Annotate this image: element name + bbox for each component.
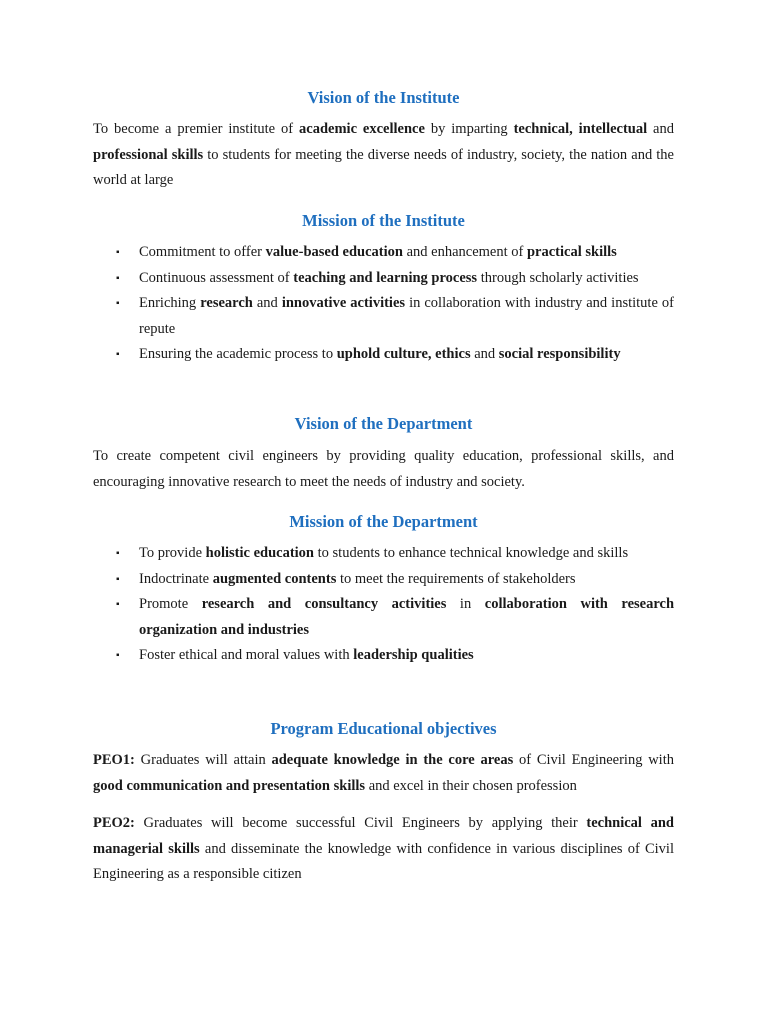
peo1-text [93, 748, 674, 799]
text-run: Promote [139, 596, 202, 612]
bold-text-run: practical skills [526, 244, 617, 260]
text-run: in [446, 596, 485, 612]
text-run: to students for meeting the diverse needs of industry, society, the nation and the world at large [93, 146, 674, 188]
text-run: and disseminate the knowledge with confidence in various disciplines of Civil Engineering as a responsible citizen [93, 840, 674, 882]
text-run: To create competent civil engineers by providing quality education, professional skills, and encouraging innovative research to meet the needs of industry and society. [93, 448, 674, 490]
bold-text-run: professional skills [93, 146, 204, 163]
square-bullet-icon: ▪ [116, 599, 120, 610]
text-run: Indoctrinate [139, 570, 213, 587]
bold-text-run: holistic education [205, 545, 314, 561]
list-item [93, 643, 674, 669]
text-run: by imparting [424, 121, 514, 137]
list-item [93, 291, 674, 342]
list-item [93, 567, 674, 593]
peo2-text [93, 811, 674, 888]
square-bullet-icon: ▪ [116, 247, 120, 258]
text-run: and enhancement of [402, 244, 527, 260]
text-run: Foster ethical and moral values with [139, 647, 354, 663]
text-run: To become a premier institute of [93, 121, 300, 137]
vision-institute-heading: Vision of the Institute [307, 88, 460, 107]
vision-department-text [93, 444, 674, 495]
text-run: Graduates will attain [134, 752, 272, 768]
bold-text-run: teaching and learning process [293, 269, 478, 286]
bold-text-run: uphold culture, ethics [336, 346, 471, 362]
bold-text-run: research [200, 295, 253, 311]
text-run: Commitment to offer [139, 244, 266, 260]
bold-text-run: value-based education [265, 244, 403, 260]
list-item [93, 541, 674, 567]
vision-institute-text [93, 117, 674, 194]
text-run: Enriching [139, 295, 201, 311]
text-run: of Civil Engineering with [513, 752, 674, 768]
square-bullet-icon: ▪ [116, 650, 120, 661]
square-bullet-icon: ▪ [116, 548, 120, 559]
text-run: and excel in their chosen profession [365, 777, 577, 794]
bold-text-run: social responsibility [498, 346, 621, 362]
square-bullet-icon: ▪ [116, 298, 120, 309]
mission-department-heading: Mission of the Department [289, 512, 478, 531]
bold-text-run: adequate knowledge in the core areas [271, 752, 514, 768]
square-bullet-icon: ▪ [116, 272, 120, 284]
text-run: To provide [139, 545, 206, 561]
mission-department-list [93, 541, 674, 669]
text-run: and [647, 121, 674, 137]
bold-text-run: technical and managerial skills [93, 815, 674, 857]
bold-text-run: good communication and presentation skills [93, 777, 366, 794]
list-item [93, 240, 674, 266]
text-run: and [470, 346, 499, 362]
text-run: in collaboration with industry and institute of repute [139, 295, 674, 337]
mission-institute-list [93, 240, 674, 368]
list-item [93, 592, 674, 643]
bold-text-run: collaboration with research organization and industries [139, 596, 675, 638]
bold-text-run: PEO2: [93, 815, 135, 831]
text-run: to meet the requirements of stakeholders [336, 570, 576, 587]
text-run: to students to enhance technical knowledge and skills [314, 545, 629, 561]
list-item [93, 266, 674, 292]
bold-text-run: augmented contents [212, 570, 337, 587]
bold-text-run: leadership qualities [353, 647, 474, 663]
bold-text-run: academic excellence [299, 121, 425, 137]
peo-heading: Program Educational objectives [270, 719, 497, 738]
text-run: Continuous assessment of [139, 269, 294, 286]
square-bullet-icon: ▪ [116, 349, 120, 360]
text-run: through scholarly activities [477, 269, 639, 286]
bold-text-run: technical, intellectual [513, 121, 648, 137]
text-run: and [252, 295, 282, 311]
mission-institute-heading: Mission of the Institute [302, 211, 465, 230]
bold-text-run: research and consultancy activities [201, 596, 447, 612]
bold-text-run: innovative activities [281, 295, 406, 311]
bold-text-run: PEO1: [93, 752, 135, 768]
vision-department-heading: Vision of the Department [294, 414, 473, 433]
text-run: Graduates will become successful Civil Engineers by applying their [134, 815, 587, 831]
list-item [93, 342, 674, 368]
text-run: Ensuring the academic process to [139, 346, 337, 362]
square-bullet-icon: ▪ [116, 573, 120, 585]
